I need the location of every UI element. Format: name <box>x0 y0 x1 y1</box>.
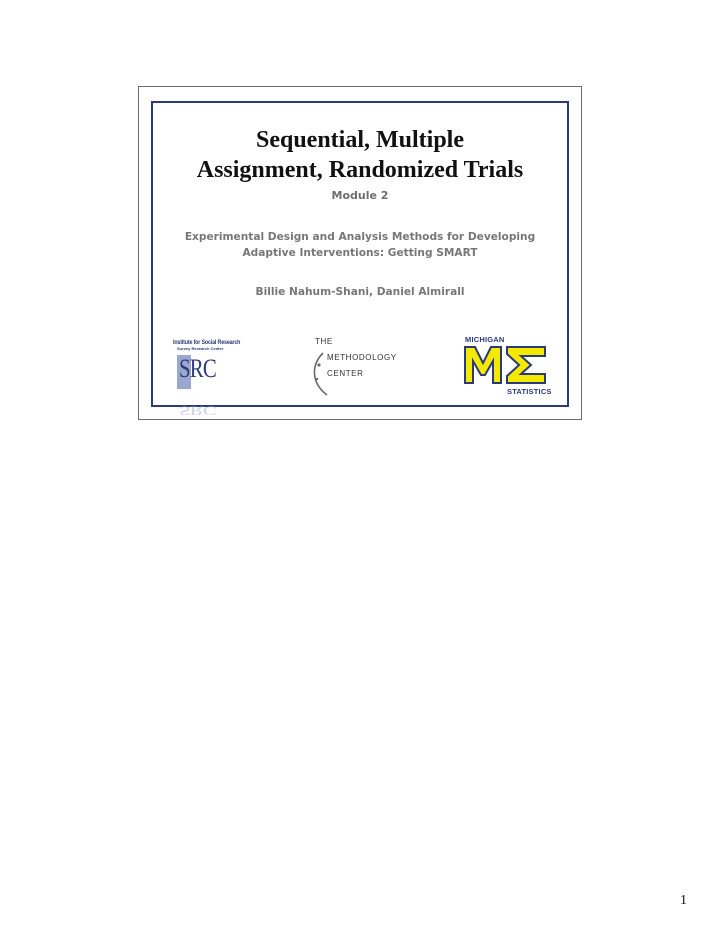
subtitle-line-1: Experimental Design and Analysis Methods for Developing <box>184 231 536 243</box>
title-line-1: Sequential, Multiple <box>255 127 465 153</box>
slide-subtitle <box>163 229 557 261</box>
slide-title <box>153 125 567 185</box>
slide-border <box>151 101 569 418</box>
src-logo-header: Institute for Social Research <box>173 339 241 346</box>
michigan-word: MICHIGAN <box>465 335 505 344</box>
src-logo-reflection: SRC <box>179 403 216 418</box>
src-logo-letters: SRC <box>179 354 216 383</box>
src-logo <box>173 339 241 418</box>
src-logo-subheader: Survey Research Center <box>177 346 224 351</box>
methodology-the: THE <box>315 337 333 346</box>
methodology-word: METHODOLOGY <box>327 353 397 362</box>
authors: Billie Nahum-Shani, Daniel Almirall <box>255 286 465 298</box>
module-label: Module 2 <box>331 189 389 202</box>
michigan-statistics-logo <box>463 335 551 397</box>
slide-thumbnail <box>138 86 582 420</box>
page-number: 1 <box>680 893 687 908</box>
title-line-2: Assignment, Randomized Trials <box>196 157 524 183</box>
subtitle-line-2: Adaptive Interventions: Getting SMART <box>242 247 478 259</box>
michigan-m-sigma-icon <box>463 345 547 385</box>
methodology-center-word: CENTER <box>327 369 364 378</box>
statistics-word: STATISTICS <box>507 387 552 396</box>
methodology-center-logo <box>305 337 415 397</box>
